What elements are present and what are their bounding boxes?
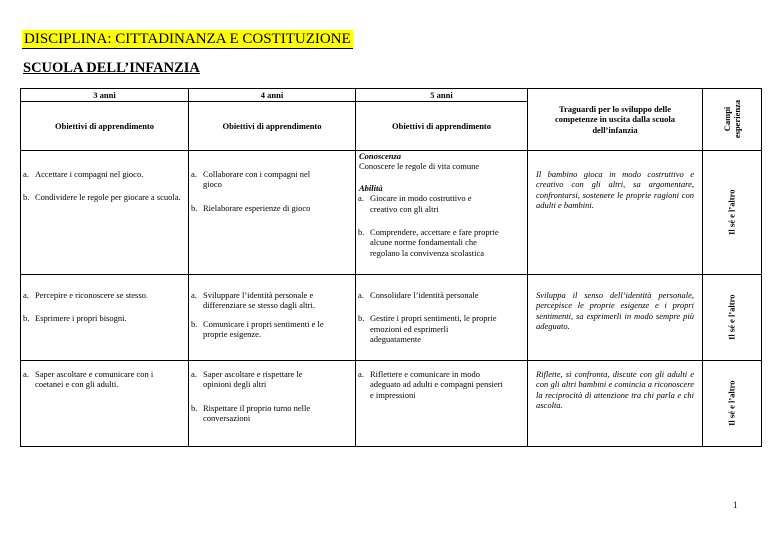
list-item: b. Gestire i propri sentimenti, le proprie emozioni ed esprimerli adeguatamente [358, 313, 497, 345]
row3-campo: Il sé e l’altro [703, 361, 762, 447]
row3-age3 [21, 361, 189, 447]
abilita-label: Abilità [359, 182, 383, 193]
list-item: b. Comunicare i propri sentimenti e le proprie esigenze. [191, 318, 324, 340]
header-campi [703, 89, 762, 151]
conoscenza-text: Conoscere le regole di vita comune [359, 161, 480, 172]
row1-age3 [21, 151, 189, 275]
list-item: a. Consolidare l’identità personale [358, 290, 479, 300]
list-item: a. Saper ascoltare e comunicare con i coetanei e con gli adulti. [23, 369, 154, 390]
header-traguardi [528, 89, 703, 151]
row3-age4 [189, 361, 356, 447]
header-campi-text: Campi esperienza [722, 100, 742, 139]
list-item: b. Rispettare il proprio turno nelle conversazioni [191, 402, 311, 424]
header-obiettivi-4: Obiettivi di apprendimento [189, 102, 356, 151]
row1-campo: Il sé e l’altro [703, 151, 762, 275]
list-item: a. Saper ascoltare e rispettare le opinioni degli altri [191, 369, 303, 390]
list-item: b. Comprendere, accettare e fare proprie alcune norme fondamentali che regolano la convivenza scolastica [358, 227, 499, 258]
row2-age3 [21, 275, 189, 361]
list-item: b. Esprimere i propri bisogni. [23, 313, 127, 324]
header-age3: 3 anni [21, 89, 189, 102]
header-age5: 5 anni [356, 89, 528, 102]
page-number: 1 [733, 500, 738, 510]
curriculum-table [20, 88, 762, 447]
header-obiettivi-5: Obiettivi di apprendimento [356, 102, 528, 151]
list-item: a. Percepire e riconoscere se stesso. [23, 290, 149, 300]
list-item: a. Giocare in modo costruttivo e creativo con gli altri [358, 193, 472, 214]
table-row [21, 361, 762, 447]
list-item: b. Condividere le regole per giocare a scuola. [23, 192, 181, 203]
row1-age5 [356, 151, 528, 275]
table-row [21, 151, 762, 275]
list-item: a. Collaborare con i compagni nel gioco [191, 169, 311, 190]
list-item: a. Riflettere e comunicare in modo adeguato ad adulti e compagni pensieri e impressioni [358, 369, 503, 400]
list-item: a. Sviluppare l’identità personale e differenziare se stesso dagli altri. [191, 290, 315, 311]
row2-age4 [189, 275, 356, 361]
list-item: a. Accettare i compagni nel gioco. [23, 169, 144, 179]
row2-traguardo: Sviluppa il senso dell’identità personale, percepisce le proprie esigenze e i propri sentimenti, sa esprimerli in modo sempre più adeguato. [528, 275, 703, 361]
header-traguardi-text: Traguardi per lo sviluppo delle competenze in uscita dalla scuola dell’infanzia [555, 103, 675, 135]
page-title: DISCIPLINA: CITTADINANZA E COSTITUZIONE [24, 31, 351, 47]
row3-age5 [356, 361, 528, 447]
page-subtitle: SCUOLA DELL’INFANZIA [23, 60, 200, 76]
row1-age4 [189, 151, 356, 275]
row2-campo: Il sé e l’altro [703, 275, 762, 361]
table-row [21, 275, 762, 361]
row3-traguardo: Riflette, si confronta, discute con gli adulti e con gli altri bambini e comincia a riconoscere la reciprocità di attenzione tra chi parla e chi ascolta. [528, 361, 703, 447]
header-age4: 4 anni [189, 89, 356, 102]
list-item: b. Rielaborare esperienze di gioco [191, 202, 311, 213]
row2-age5 [356, 275, 528, 361]
header-obiettivi-3: Obiettivi di apprendimento [21, 102, 189, 151]
conoscenza-label: Conoscenza [359, 151, 402, 161]
row1-traguardo: Il bambino gioca in modo costruttivo e creativo con gli altri, sa argomentare, confrontarsi, sostenere le proprie ragioni con adulti e bambini. [528, 151, 703, 275]
